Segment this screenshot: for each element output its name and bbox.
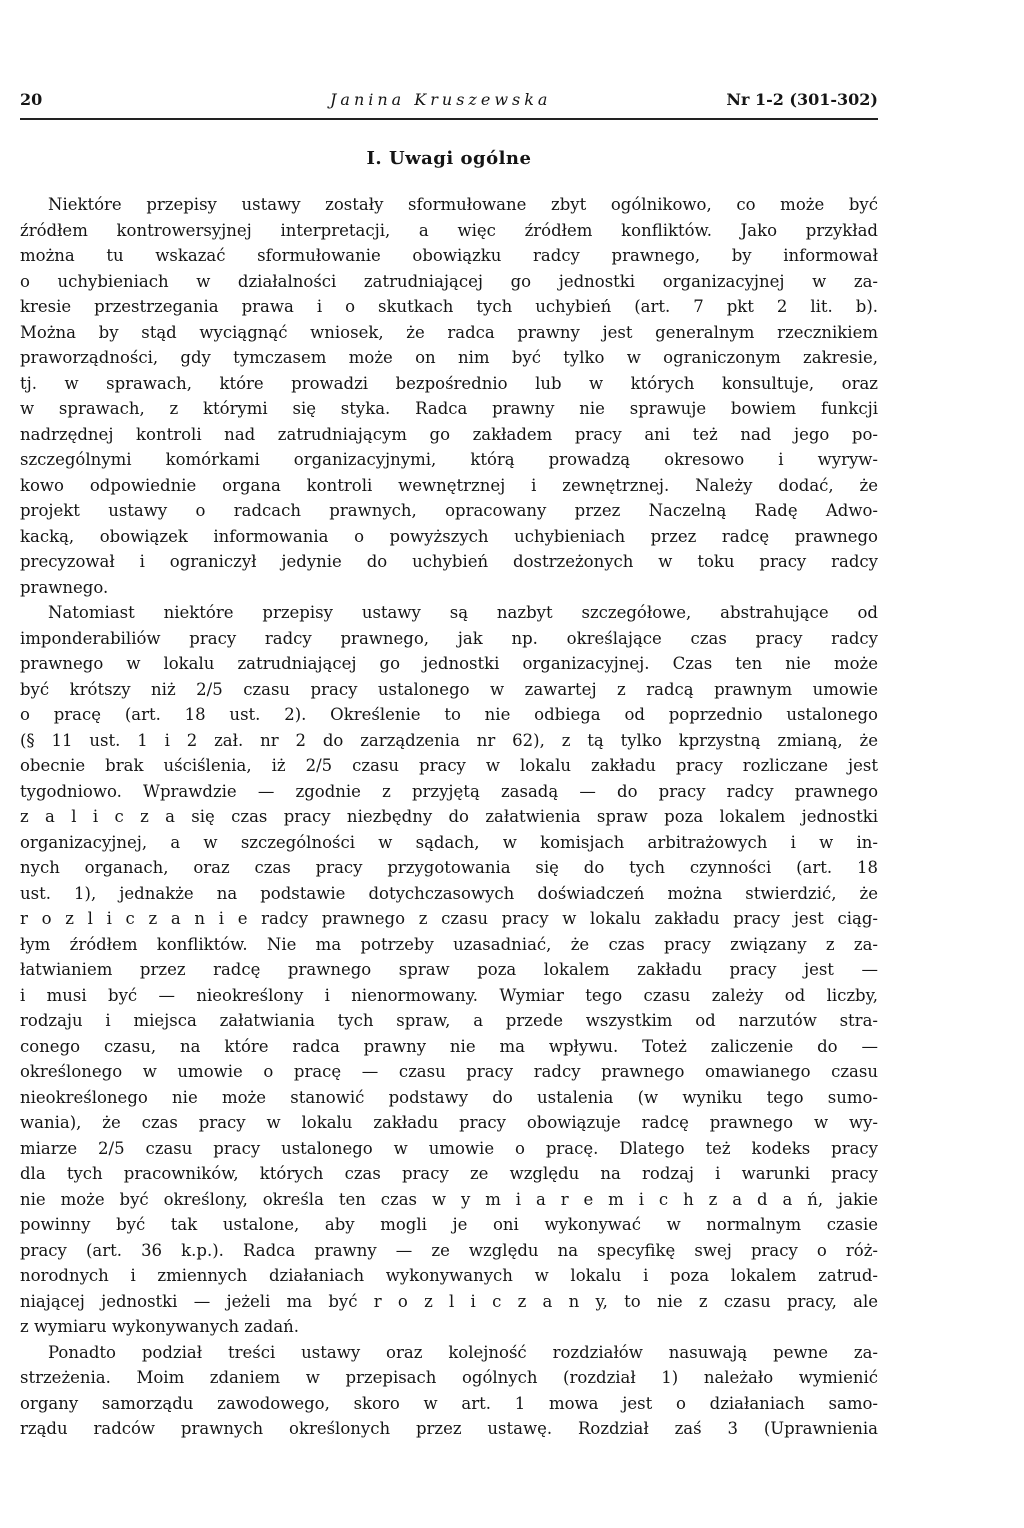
body-text <box>20 192 878 1442</box>
text-line: (§ 11 ust. 1 i 2 zał. nr 2 do zarządzenia nr 62), z tą tylko kprzystną zmianą, że <box>20 730 878 750</box>
text-line: rządu radców prawnych określonych przez ustawę. Rozdział zaś 3 (Uprawnienia <box>20 1419 878 1438</box>
text-line: nadrzędnej kontroli nad zatrudniającym go zakładem pracy ani też nad jego po- <box>20 424 878 444</box>
text-line: w sprawach, z którymi się styka. Radca prawny nie sprawuje bowiem funkcji <box>20 399 878 418</box>
text-line: prawnego w lokalu zatrudniającej go jednostki organizacyjnej. Czas ten nie może <box>20 654 878 673</box>
text-line: rodzaju i miejsca załatwiania tych spraw, a przede wszystkim od narzutów stra- <box>20 1011 878 1030</box>
text-line: wania), że czas pracy w lokalu zakładu pracy obowiązuje radcę prawnego w wy- <box>20 1113 878 1132</box>
text-line: projekt ustawy o radcach prawnych, opracowany przez Naczelną Radę Adwo- <box>20 501 878 520</box>
text-line: prawnego. <box>20 577 109 597</box>
text-line: określonego w umowie o pracę — czasu pracy radcy prawnego omawianego czasu <box>20 1062 878 1081</box>
header-divider <box>20 118 878 120</box>
page-number: 20 <box>20 90 43 109</box>
text-line: nych organach, oraz czas pracy przygotowania się do tych czynności (art. 18 <box>20 858 878 877</box>
text-line: nie może być określony, określa ten czas w y m i a r e m i c h z a d a ń, jakie <box>20 1189 878 1209</box>
text-line: być krótszy niż 2/5 czasu pracy ustalonego w zawartej z radcą prawnym umowie <box>20 679 878 699</box>
running-header <box>20 90 878 112</box>
text-line: łatwianiem przez radcę prawnego spraw poza lokalem zakładu pracy jest — <box>20 960 878 979</box>
text-line: tj. w sprawach, które prowadzi bezpośrednio lub w których konsultuje, oraz <box>20 373 878 393</box>
text-line: tygodniowo. Wprawdzie — zgodnie z przyjętą zasadą — do pracy radcy prawnego <box>20 781 878 801</box>
text-line: Można by stąd wyciągnąć wniosek, że radca prawny jest generalnym rzecznikiem <box>20 322 878 342</box>
issue-number: Nr 1-2 (301-302) <box>726 90 878 109</box>
section-heading: I. Uwagi ogólne <box>366 148 532 169</box>
text-line: organy samorządu zawodowego, skoro w art. 1 mowa jest o działaniach samo- <box>20 1393 878 1413</box>
text-line: szczególnymi komórkami organizacyjnymi, którą prowadzą okresowo i wyryw- <box>20 450 878 469</box>
text-line: z wymiaru wykonywanych zadań. <box>20 1317 300 1336</box>
text-line: imponderabiliów pracy radcy prawnego, jak np. określające czas pracy radcy <box>20 628 878 648</box>
text-line: strzeżenia. Moim zdaniem w przepisach ogólnych (rozdział 1) należało wymienić <box>20 1368 878 1387</box>
text-line: pracy (art. 36 k.p.). Radca prawny — ze względu na specyfikę swej pracy o róż- <box>20 1240 878 1260</box>
text-line: kacką, obowiązek informowania o powyższych uchybieniach przez radcę prawnego <box>20 526 878 546</box>
text-line: powinny być tak ustalone, aby mogli je oni wykonywać w normalnym czasie <box>20 1215 878 1234</box>
text-line: z a l i c z a się czas pracy niezbędny do załatwienia spraw poza lokalem jednostki <box>20 807 878 826</box>
text-line: conego czasu, na które radca prawny nie ma wpływu. Toteż zaliczenie do — <box>20 1036 878 1056</box>
text-line: Natomiast niektóre przepisy ustawy są nazbyt szczegółowe, abstrahujące od <box>48 603 878 622</box>
text-line: kowo odpowiednie organa kontroli wewnętrznej i zewnętrznej. Należy dodać, że <box>20 475 878 495</box>
text-line: miarze 2/5 czasu pracy ustalonego w umowie o pracę. Dlatego też kodeks pracy <box>20 1138 878 1158</box>
text-line: r o z l i c z a n i e radcy prawnego z czasu pracy w lokalu zakładu pracy jest ciąg- <box>20 909 878 928</box>
text-line: Ponadto podział treści ustawy oraz kolejność rozdziałów nasuwają pewne za- <box>48 1342 878 1362</box>
text-line: norodnych i zmiennych działaniach wykonywanych w lokalu i poza lokalem zatrud- <box>20 1266 878 1285</box>
text-line: o uchybieniach w działalności zatrudniającej go jednostki organizacyjnej w za- <box>20 271 878 291</box>
text-line: organizacyjnej, a w szczególności w sądach, w komisjach arbitrażowych i w in- <box>20 832 878 852</box>
running-title: Janina Kruszewska <box>330 90 552 109</box>
text-line: można tu wskazać sformułowanie obowiązku radcy prawnego, by informował <box>20 246 878 265</box>
text-line: praworządności, gdy tymczasem może on nim być tylko w ograniczonym zakresie, <box>20 348 878 367</box>
text-line: i musi być — nieokreślony i nienormowany. Wymiar tego czasu zależy od liczby, <box>20 985 878 1005</box>
text-line: precyzował i ograniczył jedynie do uchybień dostrzeżonych w toku pracy radcy <box>20 552 878 571</box>
text-line: kresie przestrzegania prawa i o skutkach tych uchybień (art. 7 pkt 2 lit. b). <box>20 297 878 316</box>
text-line: obecnie brak uściślenia, iż 2/5 czasu pracy w lokalu zakładu pracy rozliczane jest <box>20 756 878 775</box>
text-line: nieokreślonego nie może stanowić podstawy do ustalenia (w wyniku tego sumo- <box>20 1087 878 1107</box>
text-line: dla tych pracowników, których czas pracy ze względu na rodzaj i warunki pracy <box>20 1164 878 1183</box>
text-line: niającej jednostki — jeżeli ma być r o z l i c z a n y, to nie z czasu pracy, ale <box>20 1291 878 1311</box>
text-line: Niektóre przepisy ustawy zostały sformułowane zbyt ogólnikowo, co może być <box>48 195 878 214</box>
text-line: źródłem kontrowersyjnej interpretacji, a więc źródłem konfliktów. Jako przykład <box>20 220 878 240</box>
text-line: ust. 1), jednakże na podstawie dotychczasowych doświadczeń można stwierdzić, że <box>20 883 878 903</box>
text-line: o pracę (art. 18 ust. 2). Określenie to nie odbiega od poprzednio ustalonego <box>20 705 878 724</box>
text-line: łym źródłem konfliktów. Nie ma potrzeby uzasadniać, że czas pracy związany z za- <box>20 934 878 954</box>
